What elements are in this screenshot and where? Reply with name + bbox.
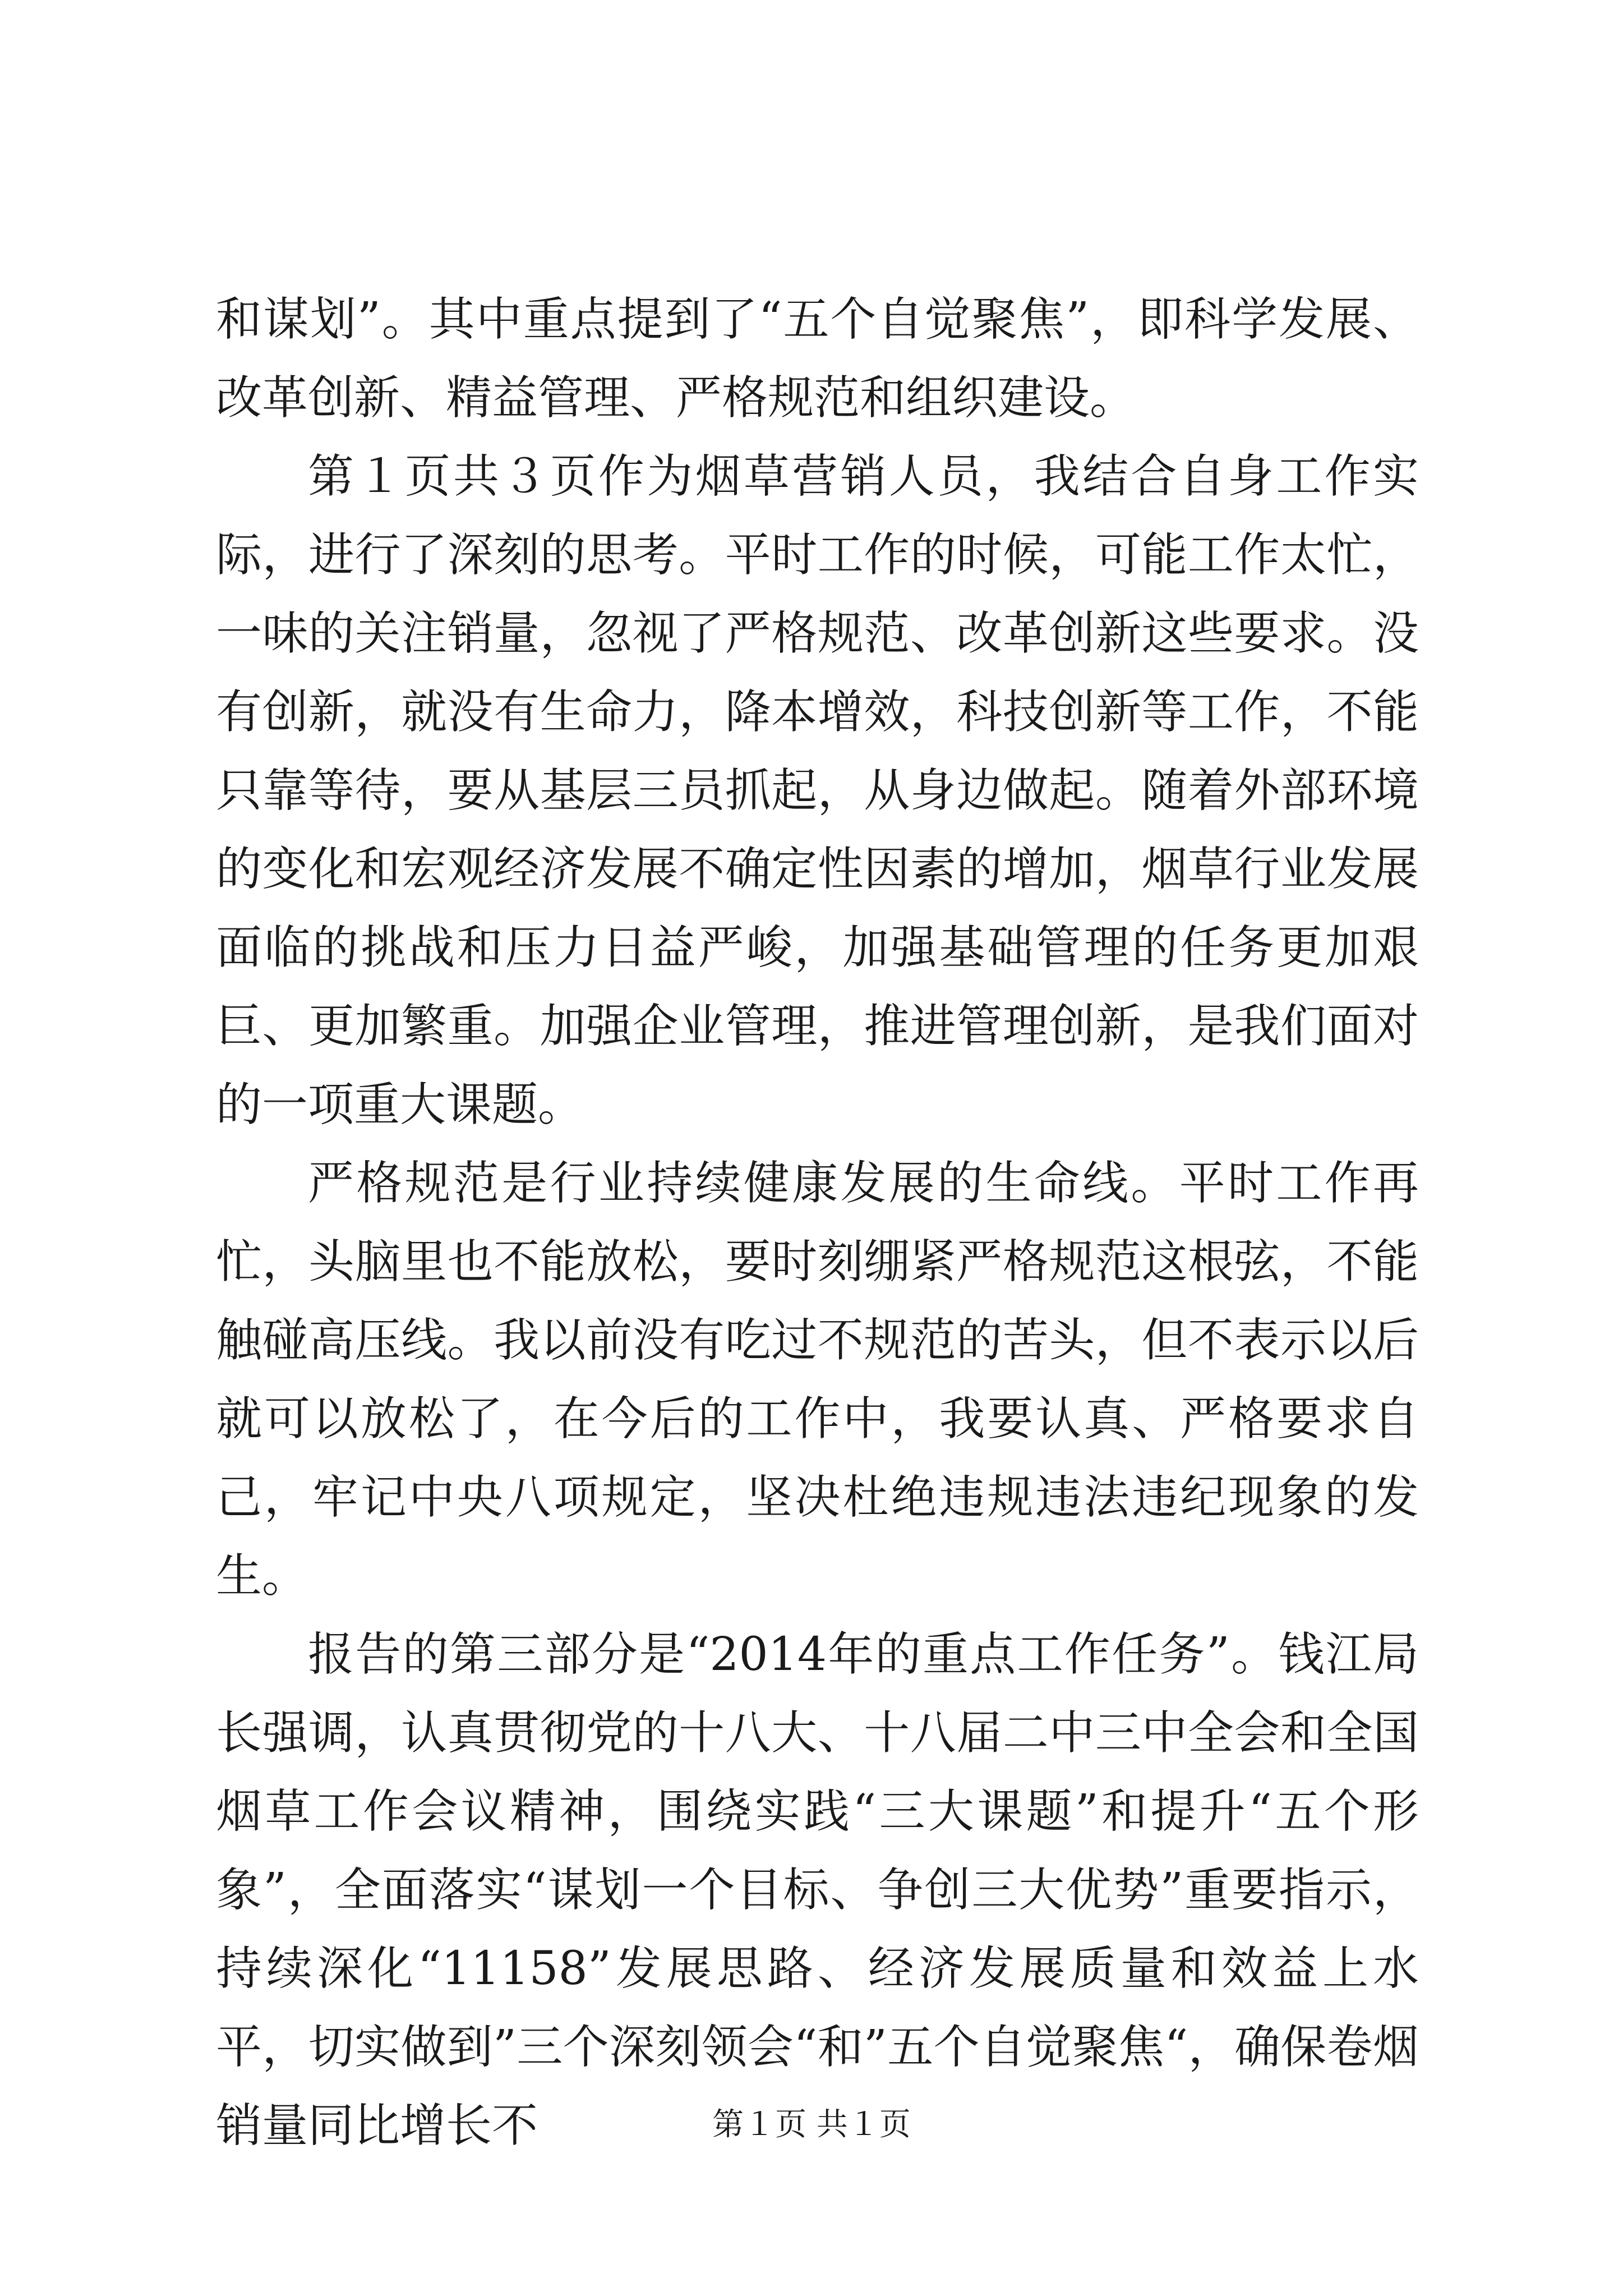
- paragraph-reflection: 第１页共３页作为烟草营销人员，我结合自身工作实际，进行了深刻的思考。平时工作的时候，可能工作太忙，一味的关注销量，忽视了严格规范、改革创新这些要求。没有创新，就没有生命力，降本增效，科技创新等工作，不能只靠等待，要从基层三员抓起，从身边做起。随着外部环境的变化和宏观经济发展不确定性因素的增加，烟草行业发展面临的挑战和压力日益严峻，加强基础管理的任务更加艰巨、更加繁重。加强企业管理，推进管理创新，是我们面对的一项重大课题。: [216, 450, 1419, 1131]
- page-footer: 第１页 共１页: [712, 2106, 911, 2143]
- document-body: [216, 280, 1419, 2165]
- paragraph-continuation: 和谋划”。其中重点提到了“五个自觉聚焦”，即科学发展、改革创新、精益管理、严格规范和组织建设。: [216, 293, 1419, 425]
- paragraph-discipline: 严格规范是行业持续健康发展的生命线。平时工作再忙，头脑里也不能放松，要时刻绷紧严格规范这根弦，不能触碰高压线。我以前没有吃过不规范的苦头，但不表示以后就可以放松了，在今后的工作中，我要认真、严格要求自己，牢记中央八项规定，坚决杜绝违规违法违纪现象的发生。: [216, 1157, 1419, 1603]
- paragraph-report-tasks: 报告的第三部分是“2014年的重点工作任务”。钱江局长强调，认真贯彻党的十八大、十八届二中三中全会和全国烟草工作会议精神，围绕实践“三大课题”和提升“五个形象”，全面落实“谋划一个目标、争创三大优势”重要指示，持续深化“11158”发展思路、经济发展质量和效益上水平，切实做到”三个深刻领会“和”五个自觉聚焦“，确保卷烟销量同比增长不: [216, 1628, 1419, 2152]
